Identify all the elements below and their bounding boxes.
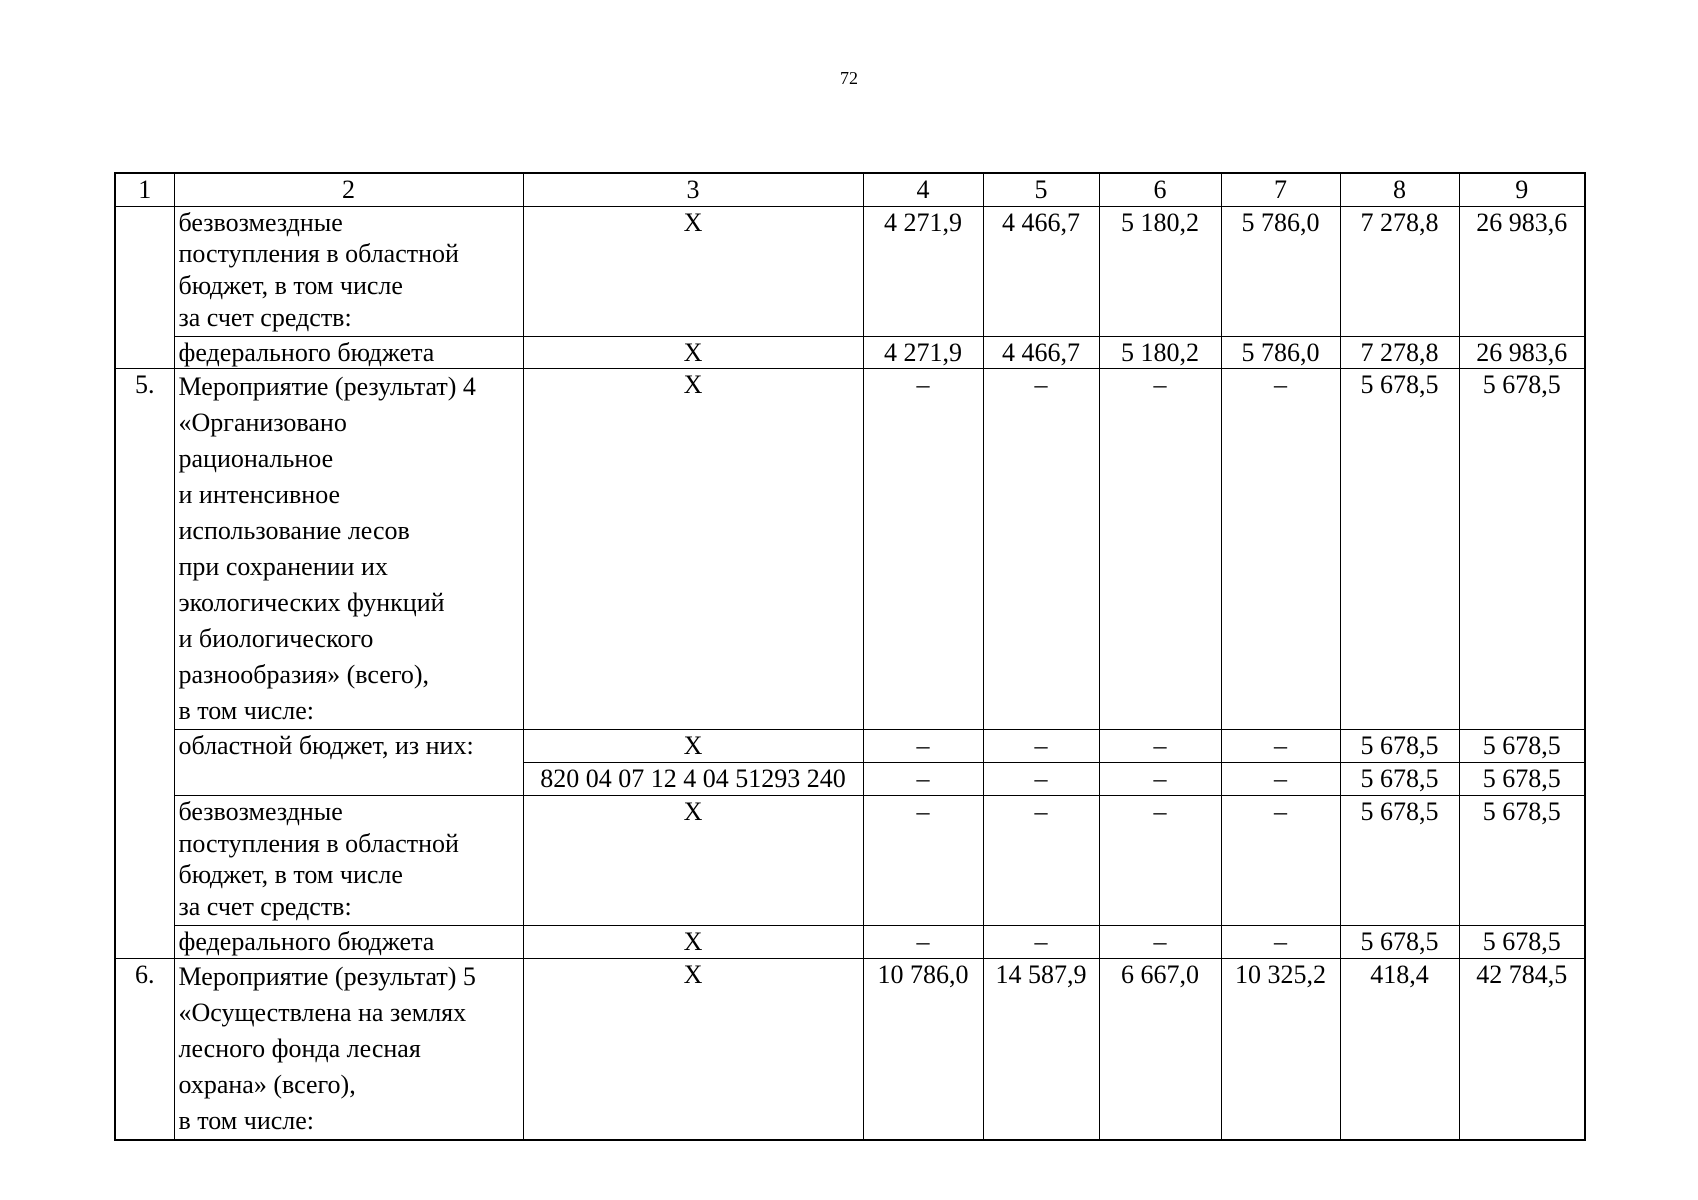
value-cell: –	[1099, 763, 1221, 796]
budget-code: Х	[523, 730, 863, 763]
row-name-line: экологических функций	[178, 588, 445, 618]
value-cell: 6 667,0	[1099, 958, 1221, 1140]
column-number: 1	[115, 173, 174, 206]
value-cell: 4 271,9	[863, 336, 983, 369]
budget-code: Х	[523, 795, 863, 925]
value-cell: 4 466,7	[983, 206, 1099, 336]
value-cell: 5 678,5	[1340, 730, 1459, 763]
value-cell: 10 325,2	[1221, 958, 1340, 1140]
table-row	[115, 925, 1585, 958]
row-name-line: бюджет, в том числе	[178, 271, 403, 301]
column-number: 5	[983, 173, 1099, 206]
row-name-line: Мероприятие (результат) 5	[178, 961, 476, 991]
value-cell: 5 786,0	[1221, 206, 1340, 336]
row-name-line: «Осуществлена на землях	[178, 997, 467, 1027]
column-number: 3	[523, 173, 863, 206]
value-cell: 5 678,5	[1340, 795, 1459, 925]
value-cell: 5 678,5	[1340, 369, 1459, 730]
row-name	[174, 795, 523, 925]
row-name	[174, 925, 523, 958]
row-name-line: безвозмездные	[178, 207, 343, 237]
row-name-line: в том числе:	[178, 696, 315, 726]
row-name-line: рациональное	[178, 444, 334, 474]
row-name-line: при сохранении их	[178, 552, 388, 582]
column-number: 4	[863, 173, 983, 206]
row-name-line: за счет средств:	[178, 302, 352, 332]
row-name	[174, 958, 523, 1140]
value-cell: –	[1099, 795, 1221, 925]
value-cell: 7 278,8	[1340, 336, 1459, 369]
value-cell: 5 180,2	[1099, 336, 1221, 369]
row-index: 6.	[115, 958, 174, 1140]
row-name-line: бюджет, в том числе	[178, 860, 403, 890]
value-cell: –	[863, 369, 983, 730]
value-cell: 26 983,6	[1459, 336, 1585, 369]
row-name	[174, 369, 523, 730]
value-cell: 5 786,0	[1221, 336, 1340, 369]
value-cell: 42 784,5	[1459, 958, 1585, 1140]
row-name-line: и биологического	[178, 624, 374, 654]
value-cell: 4 466,7	[983, 336, 1099, 369]
table-row	[115, 336, 1585, 369]
value-cell: 7 278,8	[1340, 206, 1459, 336]
column-number: 6	[1099, 173, 1221, 206]
row-name-line: областной бюджет, из них:	[178, 731, 474, 761]
value-cell: –	[983, 730, 1099, 763]
value-cell: 10 786,0	[863, 958, 983, 1140]
value-cell: –	[1221, 730, 1340, 763]
row-name-line: поступления в областной	[178, 828, 459, 858]
budget-code: Х	[523, 958, 863, 1140]
value-cell: –	[983, 925, 1099, 958]
row-name-line: разнообразия» (всего),	[178, 660, 429, 690]
row-name-line: поступления в областной	[178, 239, 459, 269]
table-row	[115, 958, 1585, 1140]
value-cell: 26 983,6	[1459, 206, 1585, 336]
row-name-line: за счет средств:	[178, 892, 352, 922]
value-cell: –	[1221, 369, 1340, 730]
value-cell: 5 678,5	[1340, 763, 1459, 796]
budget-code: Х	[523, 336, 863, 369]
value-cell: –	[863, 763, 983, 796]
value-cell: 418,4	[1340, 958, 1459, 1140]
budget-code: 820 04 07 12 4 04 51293 240	[523, 763, 863, 796]
table-row	[115, 730, 1585, 763]
row-name-line: Мероприятие (результат) 4	[178, 372, 476, 402]
value-cell: 5 180,2	[1099, 206, 1221, 336]
value-cell: –	[863, 795, 983, 925]
budget-code: Х	[523, 206, 863, 336]
row-name-line: использование лесов	[178, 516, 410, 546]
value-cell: 5 678,5	[1459, 795, 1585, 925]
table-row	[115, 795, 1585, 925]
value-cell: –	[1099, 925, 1221, 958]
row-name-line: федерального бюджета	[178, 337, 435, 367]
value-cell: 14 587,9	[983, 958, 1099, 1140]
budget-table	[114, 172, 1586, 1141]
row-name-line: лесного фонда лесная	[178, 1033, 421, 1063]
table-row	[115, 369, 1585, 730]
row-name	[174, 336, 523, 369]
column-number-row	[115, 173, 1585, 206]
row-name-line: безвозмездные	[178, 796, 343, 826]
value-cell: –	[983, 763, 1099, 796]
budget-code: Х	[523, 925, 863, 958]
row-name-line: федерального бюджета	[178, 926, 435, 956]
row-name	[174, 206, 523, 336]
value-cell: –	[863, 925, 983, 958]
row-name	[174, 730, 523, 795]
budget-code: Х	[523, 369, 863, 730]
value-cell: 5 678,5	[1340, 925, 1459, 958]
column-number: 2	[174, 173, 523, 206]
value-cell: 5 678,5	[1459, 763, 1585, 796]
value-cell: –	[1221, 925, 1340, 958]
value-cell: –	[1099, 730, 1221, 763]
value-cell: 5 678,5	[1459, 925, 1585, 958]
row-name-line: и интенсивное	[178, 480, 341, 510]
value-cell: 5 678,5	[1459, 730, 1585, 763]
row-index: 5.	[115, 369, 174, 958]
value-cell: –	[1099, 369, 1221, 730]
value-cell: –	[1221, 763, 1340, 796]
value-cell: 5 678,5	[1459, 369, 1585, 730]
value-cell: 4 271,9	[863, 206, 983, 336]
value-cell: –	[983, 795, 1099, 925]
value-cell: –	[1221, 795, 1340, 925]
row-name-line: охрана» (всего),	[178, 1069, 356, 1099]
value-cell: –	[863, 730, 983, 763]
value-cell: –	[983, 369, 1099, 730]
row-name-line: в том числе:	[178, 1105, 315, 1135]
page-number: 72	[840, 68, 858, 88]
column-number: 7	[1221, 173, 1340, 206]
table-row	[115, 206, 1585, 336]
row-index	[115, 206, 174, 369]
column-number: 8	[1340, 173, 1459, 206]
row-name-line: «Организовано	[178, 408, 347, 438]
column-number: 9	[1459, 173, 1585, 206]
